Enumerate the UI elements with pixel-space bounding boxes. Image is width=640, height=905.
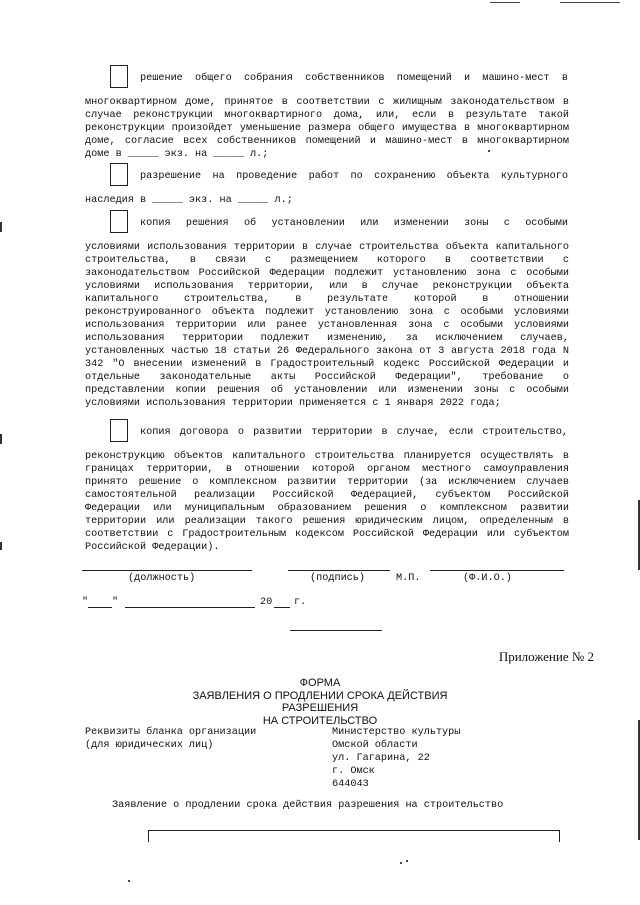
fullname-label: (Ф.И.О.) — [463, 573, 512, 584]
item-owners-decision-lead: решение общего собрания собственников помещений и машино-мест в — [140, 73, 568, 84]
position-line — [82, 570, 252, 571]
date-year-suffix: г. — [294, 597, 307, 608]
checkbox-territory-contract[interactable] — [110, 419, 128, 442]
date-year-line — [274, 607, 290, 608]
section-divider — [290, 630, 382, 631]
date-day-line — [88, 607, 112, 608]
appendix-label: Приложение № 2 — [498, 649, 594, 664]
scan-dot — [406, 860, 408, 862]
signature-label: (подпись) — [310, 573, 366, 584]
addressee-line-3: ул. Гагарина, 22 — [332, 753, 430, 764]
date-quote-close: " — [112, 597, 119, 608]
form-title — [170, 677, 470, 727]
fullname-line — [430, 570, 564, 571]
scan-dot — [490, 2, 520, 3]
item-zone-decision-lead: копия решения об установлении или изменении зоны с особыми — [140, 218, 568, 229]
scan-edge-mark — [0, 434, 2, 444]
checkbox-heritage-permit[interactable] — [110, 163, 128, 186]
addressee-line-4: г. Омск — [332, 766, 375, 777]
date-century: 20 — [260, 597, 273, 608]
stamp-label: М.П. — [396, 573, 421, 584]
scan-edge-mark — [0, 222, 2, 232]
scan-dot — [560, 2, 620, 3]
addressee-block — [332, 726, 460, 791]
position-label: (должность) — [128, 573, 196, 584]
item-territory-contract-body: реконструкцию объектов капитального строительства планируется осуществлять в границах территории, в отношении которой органом местного самоуправления принято решение о комплексном развитии территории (за исключением случаев самостоятельной реализации Российской Федерацией, субъектом Российской Федерации или муниципальным образованием решения о комплексном развитии территории или реализации такого решения юридическим лицом, определенным в соответствии с Градостроительным кодексом Российской Федерации или субъектом Российской Федерации). — [85, 451, 569, 553]
checkbox-owners-decision[interactable] — [110, 65, 128, 88]
org-requisites — [85, 726, 256, 752]
checkbox-zone-decision[interactable] — [110, 210, 128, 233]
date-quote-open: " — [82, 597, 89, 608]
application-field-top — [148, 830, 560, 831]
application-field-right — [559, 830, 560, 842]
form-title-line-3: НА СТРОИТЕЛЬСТВО — [262, 714, 378, 727]
form-title-line-2: ЗАЯВЛЕНИЯ О ПРОДЛЕНИИ СРОКА ДЕЙСТВИЯ РАЗРЕШЕНИЯ — [192, 689, 448, 714]
application-title: Заявление о продлении срока действия разрешения на строительство — [112, 800, 504, 811]
item-heritage-permit-body: наследия в _____ экз. на _____ л.; — [85, 195, 293, 206]
addressee-line-5: 644043 — [332, 779, 369, 790]
date-month-line — [125, 607, 255, 608]
scan-edge-mark — [0, 542, 2, 550]
org-requisites-line-1: Реквизиты бланка организации — [85, 727, 257, 738]
scan-dot — [400, 862, 402, 864]
item-heritage-permit-lead: разрешение на проведение работ по сохранению объекта культурного — [140, 171, 568, 182]
item-territory-contract-lead: копия договора о развитии территории в случае, если строительство, — [140, 427, 568, 438]
application-field-left — [148, 830, 149, 842]
item-owners-decision-body: многоквартирном доме, принятое в соответствии с жилищным законодательством в случае реконструкции многоквартирного дома, или, если в результате такой реконструкции произойдет уменьшение размера общего имущества в многоквартирном доме, согласие всех собственников помещений и машино-мест в многоквартирном доме в _____ экз. на _____ л.; — [85, 97, 569, 160]
scan-dot — [128, 880, 130, 882]
org-requisites-line-2: (для юридических лиц) — [85, 740, 214, 751]
form-title-line-1: ФОРМА — [299, 677, 341, 689]
item-zone-decision-body: условиями использования территории в случае строительства объекта капитального строительства, в связи с размещением которого в соответствии с законодательством Российской Федерации подлежит установлению зона с особыми условиями использования территории, или в случае реконструкции объекта капитального строительства, в результате которой в отношении реконструированного объекта подлежит установлению зона с особыми условиями использования территории или ранее установленная зона с особыми условиями использования территории подлежит изменению, за исключением случаев, установленных частью 18 статьи 26 Федерального закона от 3 августа 2018 года N 342 "О внесении изменений в Градостроительный кодекс Российской Федерации и отдельные законодательные акты Российской Федерации", требование о представлении копии решения об установлении или изменении зоны с особыми условиями использования территории применяется с 1 января 2022 года; — [85, 242, 569, 409]
addressee-line-2: Омской области — [332, 740, 418, 751]
addressee-line-1: Министерство культуры — [332, 727, 461, 738]
signature-line — [288, 570, 390, 571]
